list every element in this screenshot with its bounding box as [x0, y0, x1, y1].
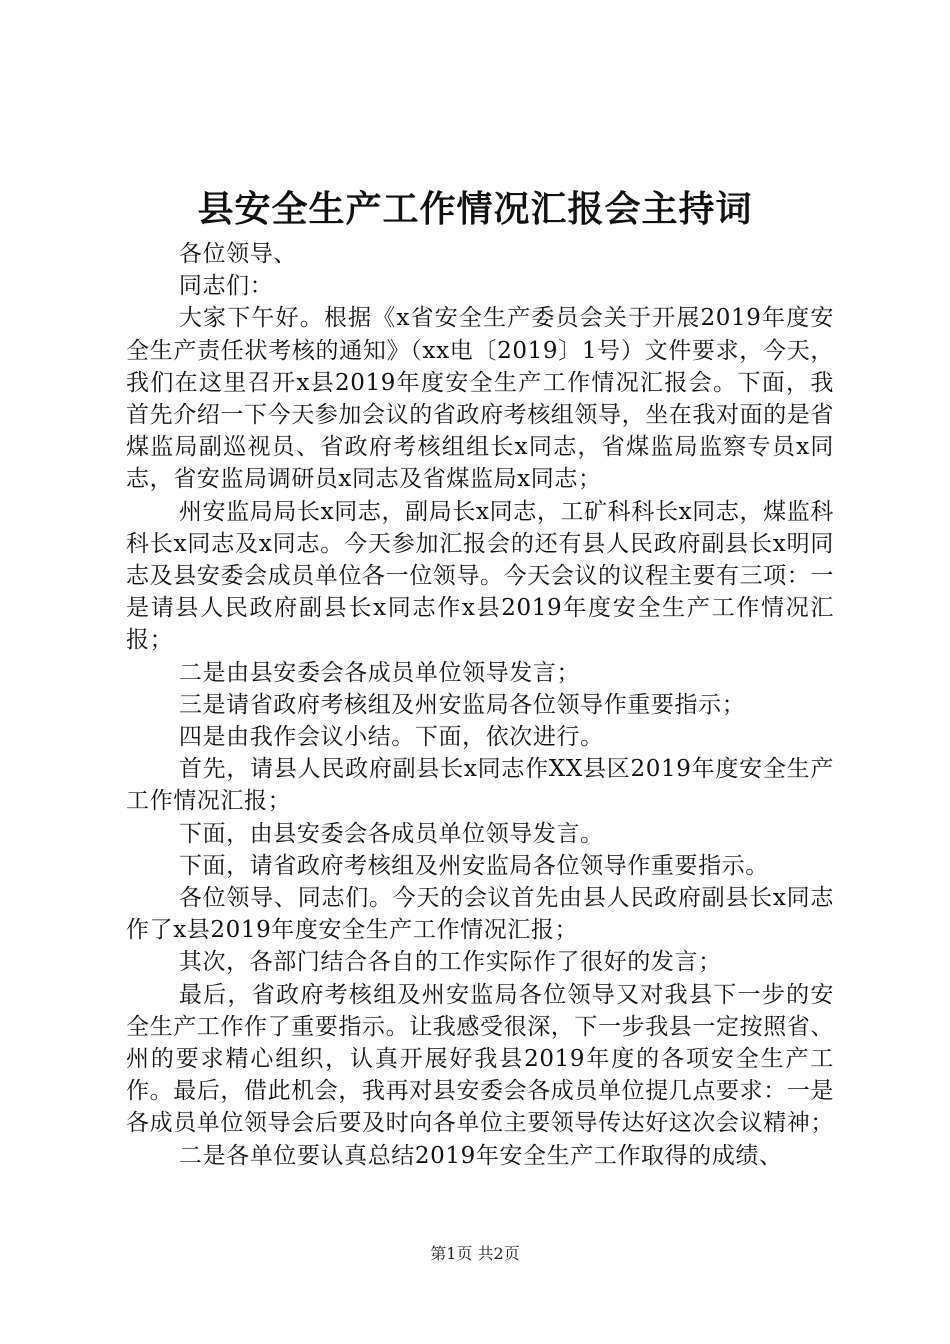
paragraph: 州安监局局长x同志，副局长x同志，工矿科科长x同志，煤监科科长x同志及x同志。今天参加汇报会的还有县人民政府副县长x明同志及县安委会成员单位各一位领导。今天会议的议程主要有三项：一是请县人民政府副县长x同志作x县2019年度安全生产工作情况汇报； [126, 498, 834, 654]
paragraph: 最后，省政府考核组及州安监局各位领导又对我县下一步的安全生产工作作了重要指示。让我感受很深，下一步我县一定按照省、州的要求精心组织，认真开展好我县2019年度的各项安全生产工作。最后，借此机会，我再对县安委会各成员单位提几点要求：一是各成员单位领导会后要及时向各单位主要领导传达好这次会议精神； [126, 981, 834, 1137]
paragraph: 同志们： [178, 273, 274, 300]
paragraph: 二是由县安委会各成员单位领导发言； [178, 659, 581, 686]
paragraph: 其次，各部门结合各自的工作实际作了很好的发言； [178, 949, 722, 976]
page-number-footer: 第1页 共2页 [430, 1244, 520, 1263]
paragraph: 下面，请省政府考核组及州安监局各位领导作重要指示。 [178, 852, 769, 879]
document-title: 县安全生产工作情况汇报会主持词 [197, 188, 753, 230]
paragraph: 各位领导、 [178, 241, 297, 267]
paragraph: 四是由我作会议小结。下面，依次进行。 [178, 724, 604, 751]
paragraph: 各位领导、同志们。今天的会议首先由县人民政府副县长x同志作了x县2019年度安全生产工作情况汇报； [126, 885, 834, 944]
paragraph: 大家下午好。根据《x省安全生产委员会关于开展2019年度安全生产责任状考核的通知》（xx电〔2019〕1号）文件要求，今天，我们在这里召开x县2019年度安全生产工作情况汇报会。下面，我首先介绍一下今天参加会议的省政府考核组领导，坐在我对面的是省煤监局副巡视员、省政府考核组组长x同志，省煤监局监察专员x同志，省安监局调研员x同志及省煤监局x同志； [126, 305, 834, 493]
paragraph: 下面，由县安委会各成员单位领导发言。 [178, 820, 604, 847]
paragraph: 三是请省政府考核组及州安监局各位领导作重要指示； [178, 691, 746, 718]
paragraph: 二是各单位要认真总结2019年安全生产工作取得的成绩、 [178, 1142, 783, 1169]
document-body [126, 238, 834, 1172]
paragraph: 首先，请县人民政府副县长x同志作XX县区2019年度安全生产工作情况汇报； [126, 756, 834, 815]
